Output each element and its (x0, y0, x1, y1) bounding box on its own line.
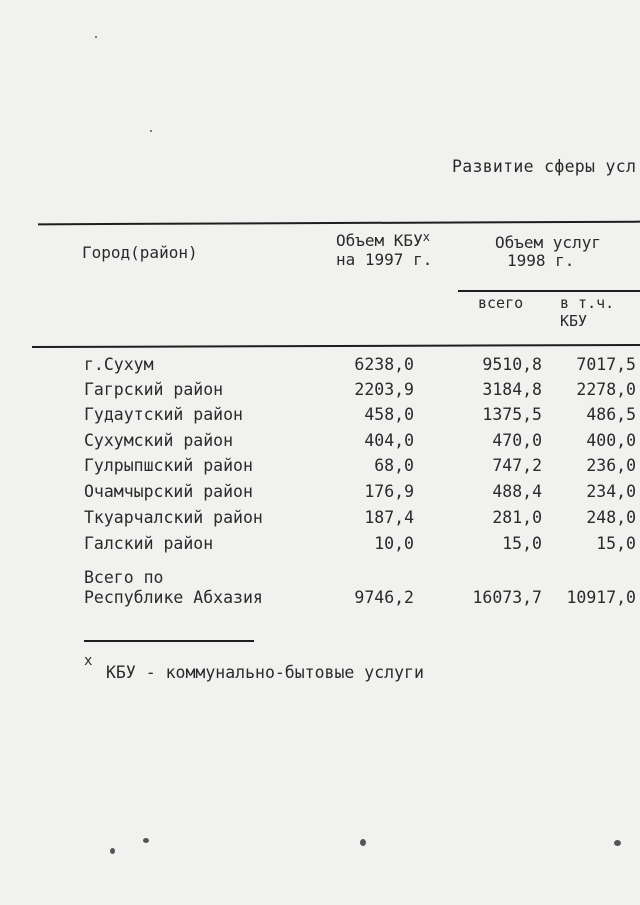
scan-speck (150, 130, 152, 132)
total-volume-1997: 9746,2 (354, 588, 414, 607)
row-name: Гудаутский район (84, 405, 243, 424)
row-services-kbu: 234,0 (586, 482, 636, 501)
header-sub-rule (458, 290, 640, 292)
header-volume-line1: Объем КБУ (336, 231, 423, 250)
table-row (0, 480, 640, 504)
row-name: Очамчырский район (84, 482, 253, 501)
row-volume-1997: 404,0 (364, 431, 414, 450)
header-services-line1: Объем услуг (495, 233, 601, 252)
row-services-total: 1375,5 (482, 405, 542, 424)
row-services-total: 470,0 (492, 431, 542, 450)
header-volume-footnote-mark: x (422, 230, 430, 244)
row-name: Галский район (84, 534, 214, 553)
row-volume-1997: 6238,0 (354, 355, 414, 374)
header-city: Город(район) (82, 243, 198, 262)
table-row (0, 378, 640, 402)
table-top-rule (38, 221, 640, 226)
total-name-line1: Всего по (84, 568, 164, 587)
table-row (0, 353, 640, 377)
header-volume-line2: на 1997 г. (336, 250, 433, 269)
row-name: Сухумский район (84, 431, 234, 450)
scan-speck (110, 848, 115, 854)
row-services-kbu: 15,0 (596, 534, 636, 553)
row-volume-1997: 2203,9 (354, 380, 414, 399)
header-incl-line2: КБУ (560, 312, 588, 330)
row-name: г.Сухум (84, 355, 154, 374)
scan-speck (360, 839, 366, 846)
row-services-kbu: 248,0 (586, 508, 636, 527)
row-name: Ткуарчалский район (84, 508, 263, 527)
footnote-mark: x (84, 653, 93, 669)
total-services-kbu: 10917,0 (566, 588, 636, 607)
row-volume-1997: 10,0 (374, 534, 414, 553)
table-row (0, 429, 640, 453)
row-name: Гагрский район (84, 380, 224, 399)
row-volume-1997: 458,0 (364, 405, 414, 424)
row-services-total: 9510,8 (482, 355, 542, 374)
footnote-text: КБУ - коммунально-бытовые услуги (106, 663, 424, 682)
scan-speck (95, 36, 97, 38)
table-row (0, 454, 640, 478)
row-name: Гулрыпшский район (84, 456, 253, 475)
table-header-bottom-rule (32, 344, 640, 348)
header-services-total: всего (478, 294, 524, 312)
row-services-total: 15,0 (502, 534, 542, 553)
table-total-row (0, 586, 640, 610)
row-services-kbu: 236,0 (586, 456, 636, 475)
header-services-line2: 1998 г. (507, 251, 575, 270)
header-volume-1997 (336, 232, 432, 269)
scan-speck (614, 840, 621, 846)
row-services-kbu: 400,0 (586, 431, 636, 450)
total-services-total: 16073,7 (472, 588, 542, 607)
row-volume-1997: 68,0 (374, 456, 414, 475)
row-volume-1997: 187,4 (364, 508, 414, 527)
header-services-incl-kbu (560, 294, 614, 330)
row-services-kbu: 7017,5 (576, 355, 636, 374)
scan-speck (143, 838, 149, 843)
header-incl-line1: в т.ч. (560, 294, 615, 312)
row-volume-1997: 176,9 (364, 482, 414, 501)
row-services-total: 747,2 (492, 456, 542, 475)
table-row (0, 532, 640, 556)
document-title: Развитие сферы усл (452, 157, 637, 176)
header-services-1998 (495, 234, 601, 270)
row-services-total: 281,0 (492, 508, 542, 527)
row-services-kbu: 486,5 (586, 405, 636, 424)
table-row (0, 403, 640, 427)
row-services-total: 3184,8 (482, 380, 542, 399)
total-name-line2: Республике Абхазия (84, 588, 263, 607)
row-services-total: 488,4 (492, 482, 542, 501)
row-services-kbu: 2278,0 (576, 380, 636, 399)
table-row (0, 506, 640, 530)
footnote-separator (84, 640, 254, 642)
